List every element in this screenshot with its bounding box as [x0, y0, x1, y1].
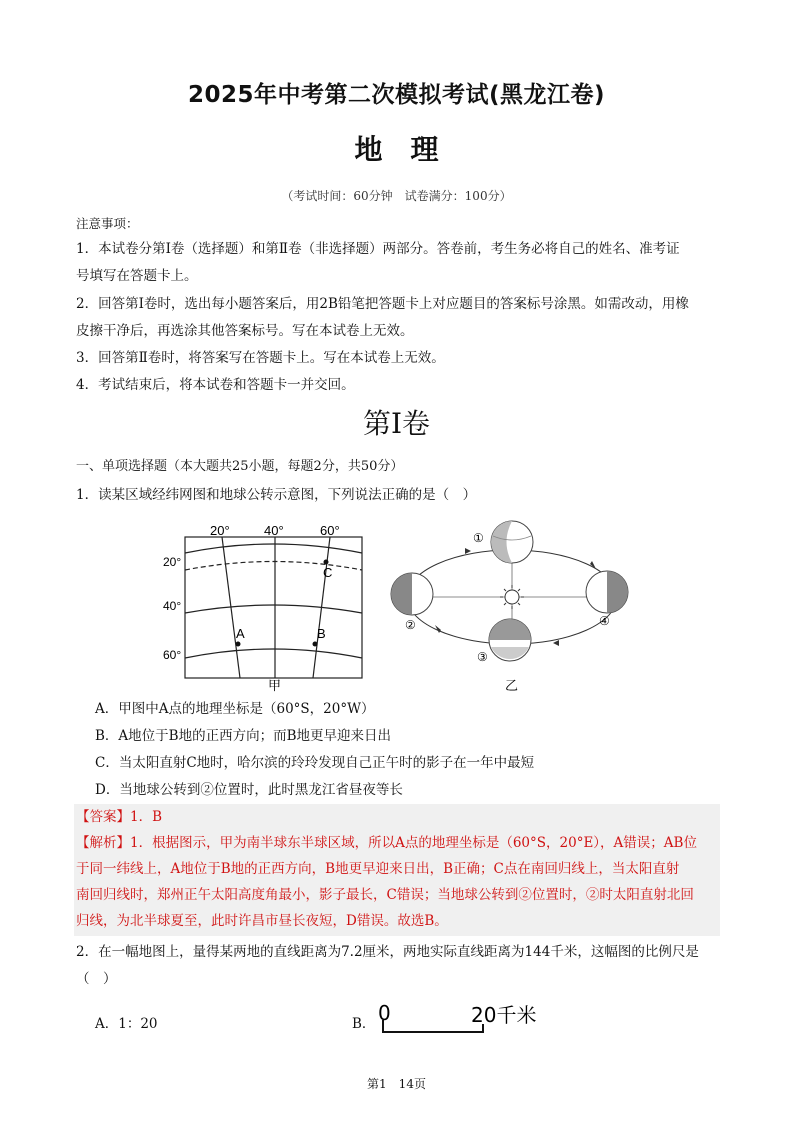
note-line: 1．本试卷分第Ⅰ卷（选择题）和第Ⅱ卷（非选择题）两部分。答卷前，考生务必将自己的姓名、准考证: [76, 241, 680, 257]
position-label: ③: [477, 650, 488, 664]
exam-title: 2025年中考第二次模拟考试(黑龙江卷): [187, 82, 606, 108]
note-line: 4．考试结束后，将本试卷和答题卡一并交回。: [76, 377, 355, 393]
position-label: ②: [405, 618, 416, 632]
option-a: A．甲图中A点的地理坐标是（60°S，20°W）: [95, 701, 375, 717]
figure-caption: 乙: [505, 679, 519, 694]
scale-end: 20千米: [471, 1003, 537, 1027]
position-label: ④: [599, 614, 610, 628]
earth-position-1: [491, 521, 533, 563]
point-label: C: [323, 565, 333, 580]
note-line: 号填写在答题卡上。: [76, 268, 198, 284]
position-label: ①: [473, 531, 484, 545]
scale-zero: 0: [378, 1001, 391, 1025]
page-footer: 第1 14页: [367, 1077, 426, 1091]
analysis-line: 归线，为北半球夏至，此时许昌市昼长夜短，D错误。故选B。: [76, 913, 448, 929]
notes-heading: 注意事项：: [76, 216, 139, 231]
lon-label: 60°: [320, 523, 340, 538]
question-1-stem: 1．读某区域经纬网图和地球公转示意图，下列说法正确的是（ ）: [76, 487, 477, 503]
orbit-figure: [385, 512, 635, 694]
point-label: B: [317, 626, 326, 641]
q2-option-b: B．: [352, 1016, 376, 1032]
scale-bar: [375, 998, 555, 1040]
lon-label: 20°: [210, 523, 230, 538]
lat-label: 20°: [163, 555, 182, 569]
figure-caption: 甲: [268, 679, 282, 692]
question-2-stem: 2．在一幅地图上，量得某两地的直线距离为7.2厘米，两地实际直线距离为144千米，这幅图的比例尺是: [76, 944, 699, 960]
volume-heading: 第Ⅰ卷: [362, 407, 431, 440]
q2-option-a: A．1：20: [95, 1016, 158, 1032]
analysis-line: 于同一纬线上，A地位于B地的正西方向，B地更早迎来日出，B正确；C点在南回归线上，当太阳直射: [76, 861, 680, 877]
option-c: C．当太阳直射C地时，哈尔滨的玲玲发现自己正午时的影子在一年中最短: [95, 755, 535, 771]
subject-char-1: 地: [354, 133, 383, 166]
lat-label: 40°: [163, 599, 182, 613]
earth-position-4: [586, 571, 628, 613]
note-line: 3．回答第Ⅱ卷时，将答案写在答题卡上。写在本试卷上无效。: [76, 350, 445, 366]
lon-label: 40°: [264, 523, 284, 538]
graticule-figure: [160, 520, 372, 692]
analysis-line: 【解析】1．根据图示，甲为南半球东半球区域，所以A点的地理坐标是（60°S，20°E），A错误；AB位: [76, 835, 697, 851]
analysis-line: 南回归线时，郑州正午太阳高度角最小，影子最长，C错误；当地球公转到②位置时，②时太阳直射北回: [76, 887, 694, 903]
earth-position-3: [489, 619, 531, 661]
subject-char-2: 理: [410, 133, 439, 166]
lat-label: 60°: [163, 648, 182, 662]
option-d: D．当地球公转到②位置时，此时黑龙江省昼夜等长: [95, 782, 403, 798]
time-info: （考试时间：60分钟 试卷满分：100分）: [281, 189, 512, 203]
note-line: 皮擦干净后，再选涂其他答案标号。写在本试卷上无效。: [76, 323, 414, 339]
section-heading: 一、单项选择题（本大题共25小题，每题2分，共50分）: [76, 459, 404, 474]
answer-line: 【答案】1．B: [76, 809, 163, 825]
option-b: B．A地位于B地的正西方向；而B地更早迎来日出: [95, 728, 392, 744]
question-2-stem-cont: （ ）: [76, 971, 117, 987]
earth-position-2: [391, 573, 433, 615]
point-label: A: [236, 626, 245, 641]
note-line: 2．回答第Ⅰ卷时，选出每小题答案后，用2B铅笔把答题卡上对应题目的答案标号涂黑。如需改动，用橡: [76, 296, 689, 312]
subject-heading: [0, 128, 793, 168]
